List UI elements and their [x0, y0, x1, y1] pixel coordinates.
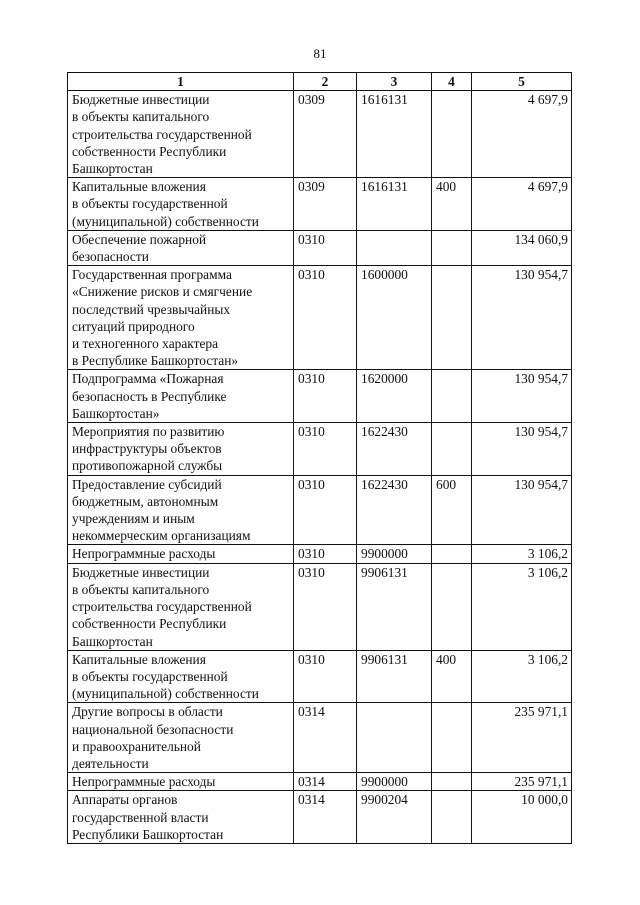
row-name-cell: Обеспечение пожарной безопасности: [68, 230, 294, 265]
header-col-2: 2: [294, 73, 357, 91]
row-name-cell: Аппараты органов государственной власти Республики Башкортостан: [68, 791, 294, 844]
row-amount-cell: 3 106,2: [472, 563, 572, 650]
row-section-cell: 0310: [294, 563, 357, 650]
table-row: [68, 370, 572, 423]
table-row: [68, 423, 572, 476]
row-type-cell: [432, 563, 472, 650]
row-target-cell: 9906131: [357, 563, 432, 650]
row-target-cell: 1622430: [357, 475, 432, 545]
row-section-cell: 0310: [294, 650, 357, 703]
row-target-cell: 9900204: [357, 791, 432, 844]
row-amount-cell: 10 000,0: [472, 791, 572, 844]
header-col-1: 1: [68, 73, 294, 91]
row-target-cell: 1616131: [357, 178, 432, 231]
row-type-cell: 400: [432, 178, 472, 231]
row-target-cell: 9900000: [357, 773, 432, 791]
row-amount-cell: 130 954,7: [472, 266, 572, 370]
row-name-cell: Непрограммные расходы: [68, 773, 294, 791]
table-row: [68, 230, 572, 265]
row-amount-cell: 130 954,7: [472, 475, 572, 545]
row-amount-cell: 3 106,2: [472, 545, 572, 563]
row-target-cell: 1616131: [357, 91, 432, 178]
row-name-cell: Капитальные вложения в объекты государственной (муниципальной) собственности: [68, 178, 294, 231]
row-type-cell: [432, 791, 472, 844]
row-type-cell: 400: [432, 650, 472, 703]
row-amount-cell: 130 954,7: [472, 423, 572, 476]
table-row: [68, 650, 572, 703]
row-target-cell: [357, 230, 432, 265]
row-section-cell: 0310: [294, 545, 357, 563]
row-amount-cell: 4 697,9: [472, 91, 572, 178]
table-header-row: [68, 73, 572, 91]
row-section-cell: 0309: [294, 91, 357, 178]
row-section-cell: 0314: [294, 791, 357, 844]
table-row: [68, 773, 572, 791]
row-name-cell: Государственная программа «Снижение рисков и смягчение последствий чрезвычайных ситуаций природного и техногенного характера в Республике Башкортостан»: [68, 266, 294, 370]
table-row: [68, 703, 572, 773]
row-amount-cell: 4 697,9: [472, 178, 572, 231]
row-target-cell: [357, 703, 432, 773]
row-type-cell: [432, 230, 472, 265]
table-row: [68, 545, 572, 563]
row-name-cell: Бюджетные инвестиции в объекты капитального строительства государственной собственности Республики Башкортостан: [68, 563, 294, 650]
row-type-cell: [432, 545, 472, 563]
row-name-cell: Непрограммные расходы: [68, 545, 294, 563]
row-section-cell: 0314: [294, 773, 357, 791]
row-amount-cell: 134 060,9: [472, 230, 572, 265]
page-number: 81: [313, 46, 327, 61]
row-target-cell: 9900000: [357, 545, 432, 563]
row-section-cell: 0310: [294, 423, 357, 476]
table-row: [68, 791, 572, 844]
row-type-cell: 600: [432, 475, 472, 545]
row-section-cell: 0310: [294, 475, 357, 545]
row-name-cell: Бюджетные инвестиции в объекты капитального строительства государственной собственности Республики Башкортостан: [68, 91, 294, 178]
row-name-cell: Предоставление субсидий бюджетным, автономным учреждениям и иным некоммерческим организациям: [68, 475, 294, 545]
row-type-cell: [432, 266, 472, 370]
row-name-cell: Другие вопросы в области национальной безопасности и правоохранительной деятельности: [68, 703, 294, 773]
row-name-cell: Капитальные вложения в объекты государственной (муниципальной) собственности: [68, 650, 294, 703]
table-row: [68, 266, 572, 370]
row-name-cell: Мероприятия по развитию инфраструктуры объектов противопожарной службы: [68, 423, 294, 476]
row-target-cell: 9906131: [357, 650, 432, 703]
row-amount-cell: 130 954,7: [472, 370, 572, 423]
row-target-cell: 1600000: [357, 266, 432, 370]
header-col-3: 3: [357, 73, 432, 91]
table-row: [68, 91, 572, 178]
header-col-4: 4: [432, 73, 472, 91]
row-target-cell: 1622430: [357, 423, 432, 476]
row-type-cell: [432, 703, 472, 773]
row-section-cell: 0310: [294, 266, 357, 370]
row-amount-cell: 235 971,1: [472, 703, 572, 773]
table-row: [68, 563, 572, 650]
row-type-cell: [432, 423, 472, 476]
row-type-cell: [432, 91, 472, 178]
header-col-5: 5: [472, 73, 572, 91]
row-section-cell: 0309: [294, 178, 357, 231]
row-target-cell: 1620000: [357, 370, 432, 423]
table-row: [68, 475, 572, 545]
row-name-cell: Подпрограмма «Пожарная безопасность в Республике Башкортостан»: [68, 370, 294, 423]
row-amount-cell: 3 106,2: [472, 650, 572, 703]
table-body: [68, 91, 572, 844]
budget-table: [67, 72, 572, 844]
row-type-cell: [432, 773, 472, 791]
table-row: [68, 178, 572, 231]
row-section-cell: 0310: [294, 370, 357, 423]
row-section-cell: 0314: [294, 703, 357, 773]
row-type-cell: [432, 370, 472, 423]
row-section-cell: 0310: [294, 230, 357, 265]
row-amount-cell: 235 971,1: [472, 773, 572, 791]
